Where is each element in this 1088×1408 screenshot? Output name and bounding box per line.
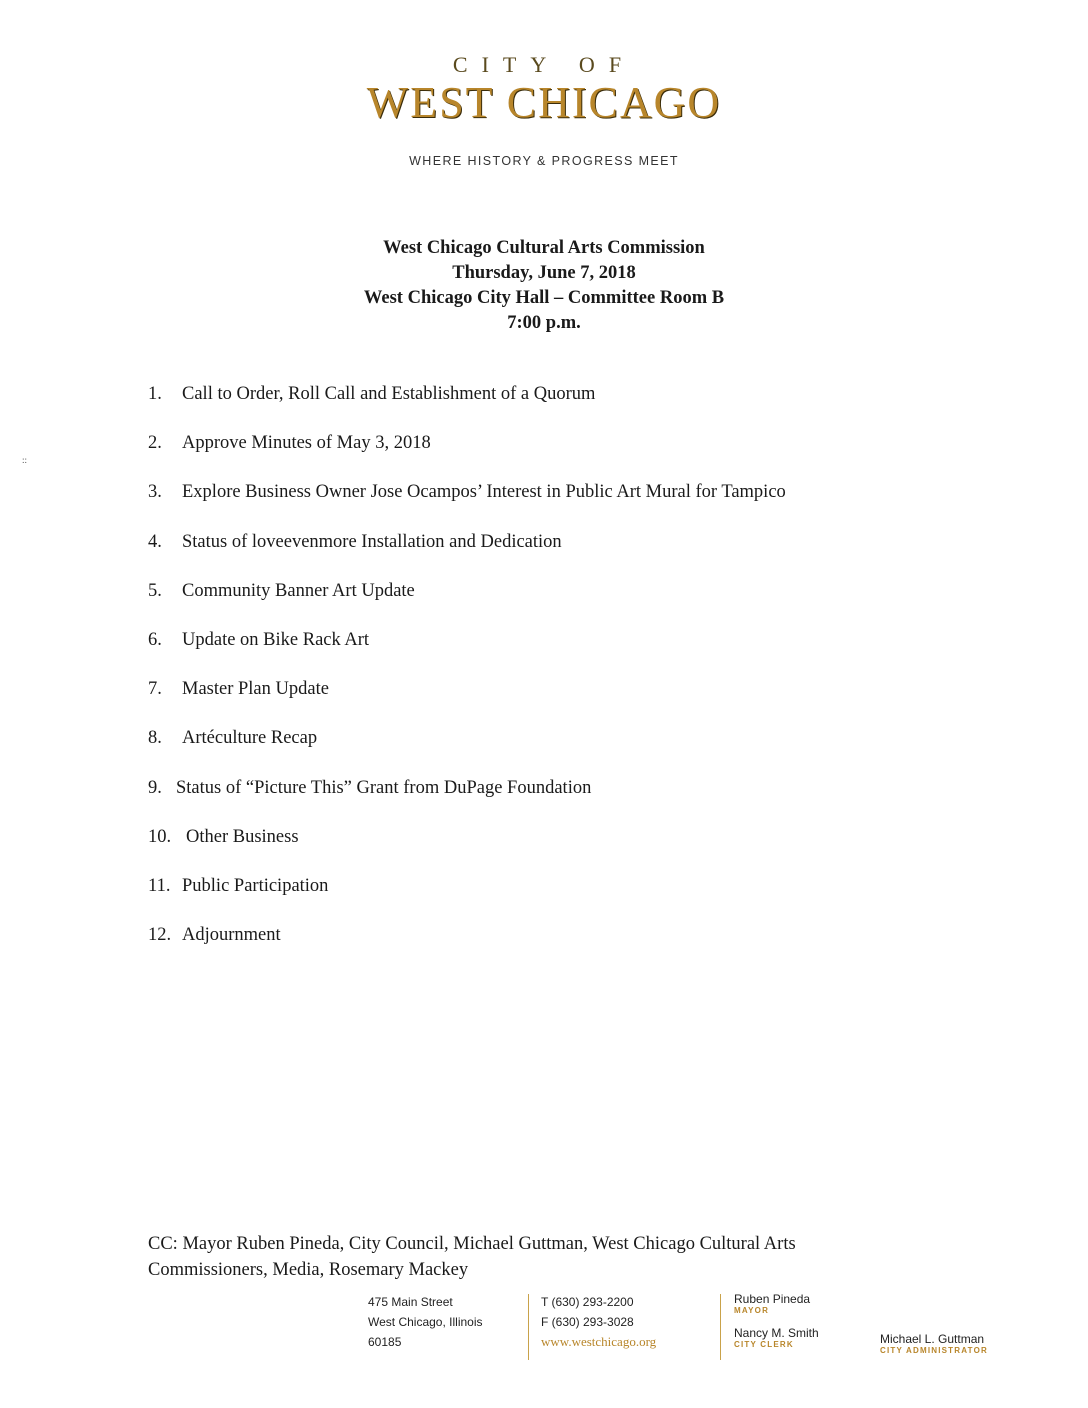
agenda-item xyxy=(148,627,948,676)
cc-line-1: CC: Mayor Ruben Pineda, City Council, Michael Guttman, West Chicago Cultural Arts xyxy=(148,1234,796,1254)
agenda-item-number: 10. xyxy=(148,826,172,847)
agenda-item-text: Master Plan Update xyxy=(182,679,329,700)
agenda-item-number: 12. xyxy=(148,925,172,946)
agenda-item-number: 1. xyxy=(148,384,162,404)
meeting-date: Thursday, June 7, 2018 xyxy=(452,263,636,283)
address-zip: 60185 xyxy=(368,1335,402,1349)
agenda-item-number: 6. xyxy=(148,629,162,650)
agenda-item xyxy=(148,725,948,774)
official-mayor xyxy=(734,1292,819,1316)
footer-contact xyxy=(541,1292,656,1352)
agenda-item xyxy=(148,479,948,528)
agenda-list xyxy=(148,381,948,971)
meeting-name: West Chicago Cultural Arts Commission xyxy=(383,238,705,258)
fax-number: F (630) 293-3028 xyxy=(541,1315,634,1329)
footer-divider xyxy=(528,1294,529,1360)
agenda-item xyxy=(148,676,948,725)
agenda-item-number: 7. xyxy=(148,679,162,700)
agenda-item xyxy=(148,578,948,627)
agenda-item-text: Call to Order, Roll Call and Establishment of a Quorum xyxy=(182,384,596,404)
clerk-title: CITY CLERK xyxy=(734,1340,794,1349)
agenda-item-number: 11. xyxy=(148,875,171,896)
administrator-name: Michael L. Guttman xyxy=(880,1332,985,1346)
agenda-item-text: Approve Minutes of May 3, 2018 xyxy=(182,433,431,454)
address-city: West Chicago, Illinois xyxy=(368,1315,483,1329)
footer-address xyxy=(368,1292,483,1352)
agenda-item-text: Adjournment xyxy=(182,925,281,946)
agenda-item xyxy=(148,873,948,922)
logo-city-of: CITY OF xyxy=(452,52,636,77)
official-administrator xyxy=(880,1332,988,1366)
footer-officials xyxy=(734,1292,819,1360)
agenda-item xyxy=(148,775,948,824)
address-street: 475 Main Street xyxy=(368,1295,453,1309)
agenda-item xyxy=(148,922,948,971)
agenda-item-text: Explore Business Owner Jose Ocampos’ Interest in Public Art Mural for Tampico xyxy=(182,482,786,503)
agenda-item-number: 5. xyxy=(148,580,162,601)
agenda-item xyxy=(148,824,948,873)
agenda-item-text: Status of “Picture This” Grant from DuPage Foundation xyxy=(176,777,592,798)
clerk-name: Nancy M. Smith xyxy=(734,1326,819,1340)
cc-list xyxy=(148,1231,928,1283)
margin-marker: :: xyxy=(22,455,28,465)
agenda-item-number: 3. xyxy=(148,482,162,503)
website-link[interactable]: www.westchicago.org xyxy=(541,1334,657,1349)
agenda-item-number: 9. xyxy=(148,777,162,798)
city-logo xyxy=(0,52,1088,168)
footer-divider xyxy=(720,1294,721,1360)
agenda-item-text: Other Business xyxy=(186,826,299,847)
agenda-item-text: Status of loveevenmore Installation and Dedication xyxy=(182,531,562,552)
agenda-item-text: Community Banner Art Update xyxy=(182,580,415,601)
agenda-item-text: Artéculture Recap xyxy=(182,728,318,749)
agenda-item-number: 2. xyxy=(148,433,162,454)
agenda-item-number: 4. xyxy=(148,531,162,552)
mayor-title: MAYOR xyxy=(734,1306,770,1315)
official-clerk xyxy=(734,1326,819,1350)
agenda-item-number: 8. xyxy=(148,728,162,749)
agenda-item xyxy=(148,529,948,578)
meeting-header xyxy=(0,236,1088,336)
agenda-item xyxy=(148,381,948,430)
meeting-time: 7:00 p.m. xyxy=(507,313,581,333)
agenda-item-text: Public Participation xyxy=(182,875,329,896)
meeting-location: West Chicago City Hall – Committee Room B xyxy=(363,288,725,308)
agenda-item xyxy=(148,430,948,479)
logo-west-chicago: WEST CHICAGO xyxy=(366,78,722,127)
agenda-item-text: Update on Bike Rack Art xyxy=(182,629,370,650)
letterhead-footer xyxy=(0,1292,1088,1372)
mayor-name: Ruben Pineda xyxy=(734,1292,811,1306)
phone-number: T (630) 293-2200 xyxy=(541,1295,634,1309)
logo-tagline: WHERE HISTORY & PROGRESS MEET xyxy=(409,154,679,168)
administrator-title: CITY ADMINISTRATOR xyxy=(880,1346,988,1355)
cc-line-2: Commissioners, Media, Rosemary Mackey xyxy=(148,1260,469,1280)
